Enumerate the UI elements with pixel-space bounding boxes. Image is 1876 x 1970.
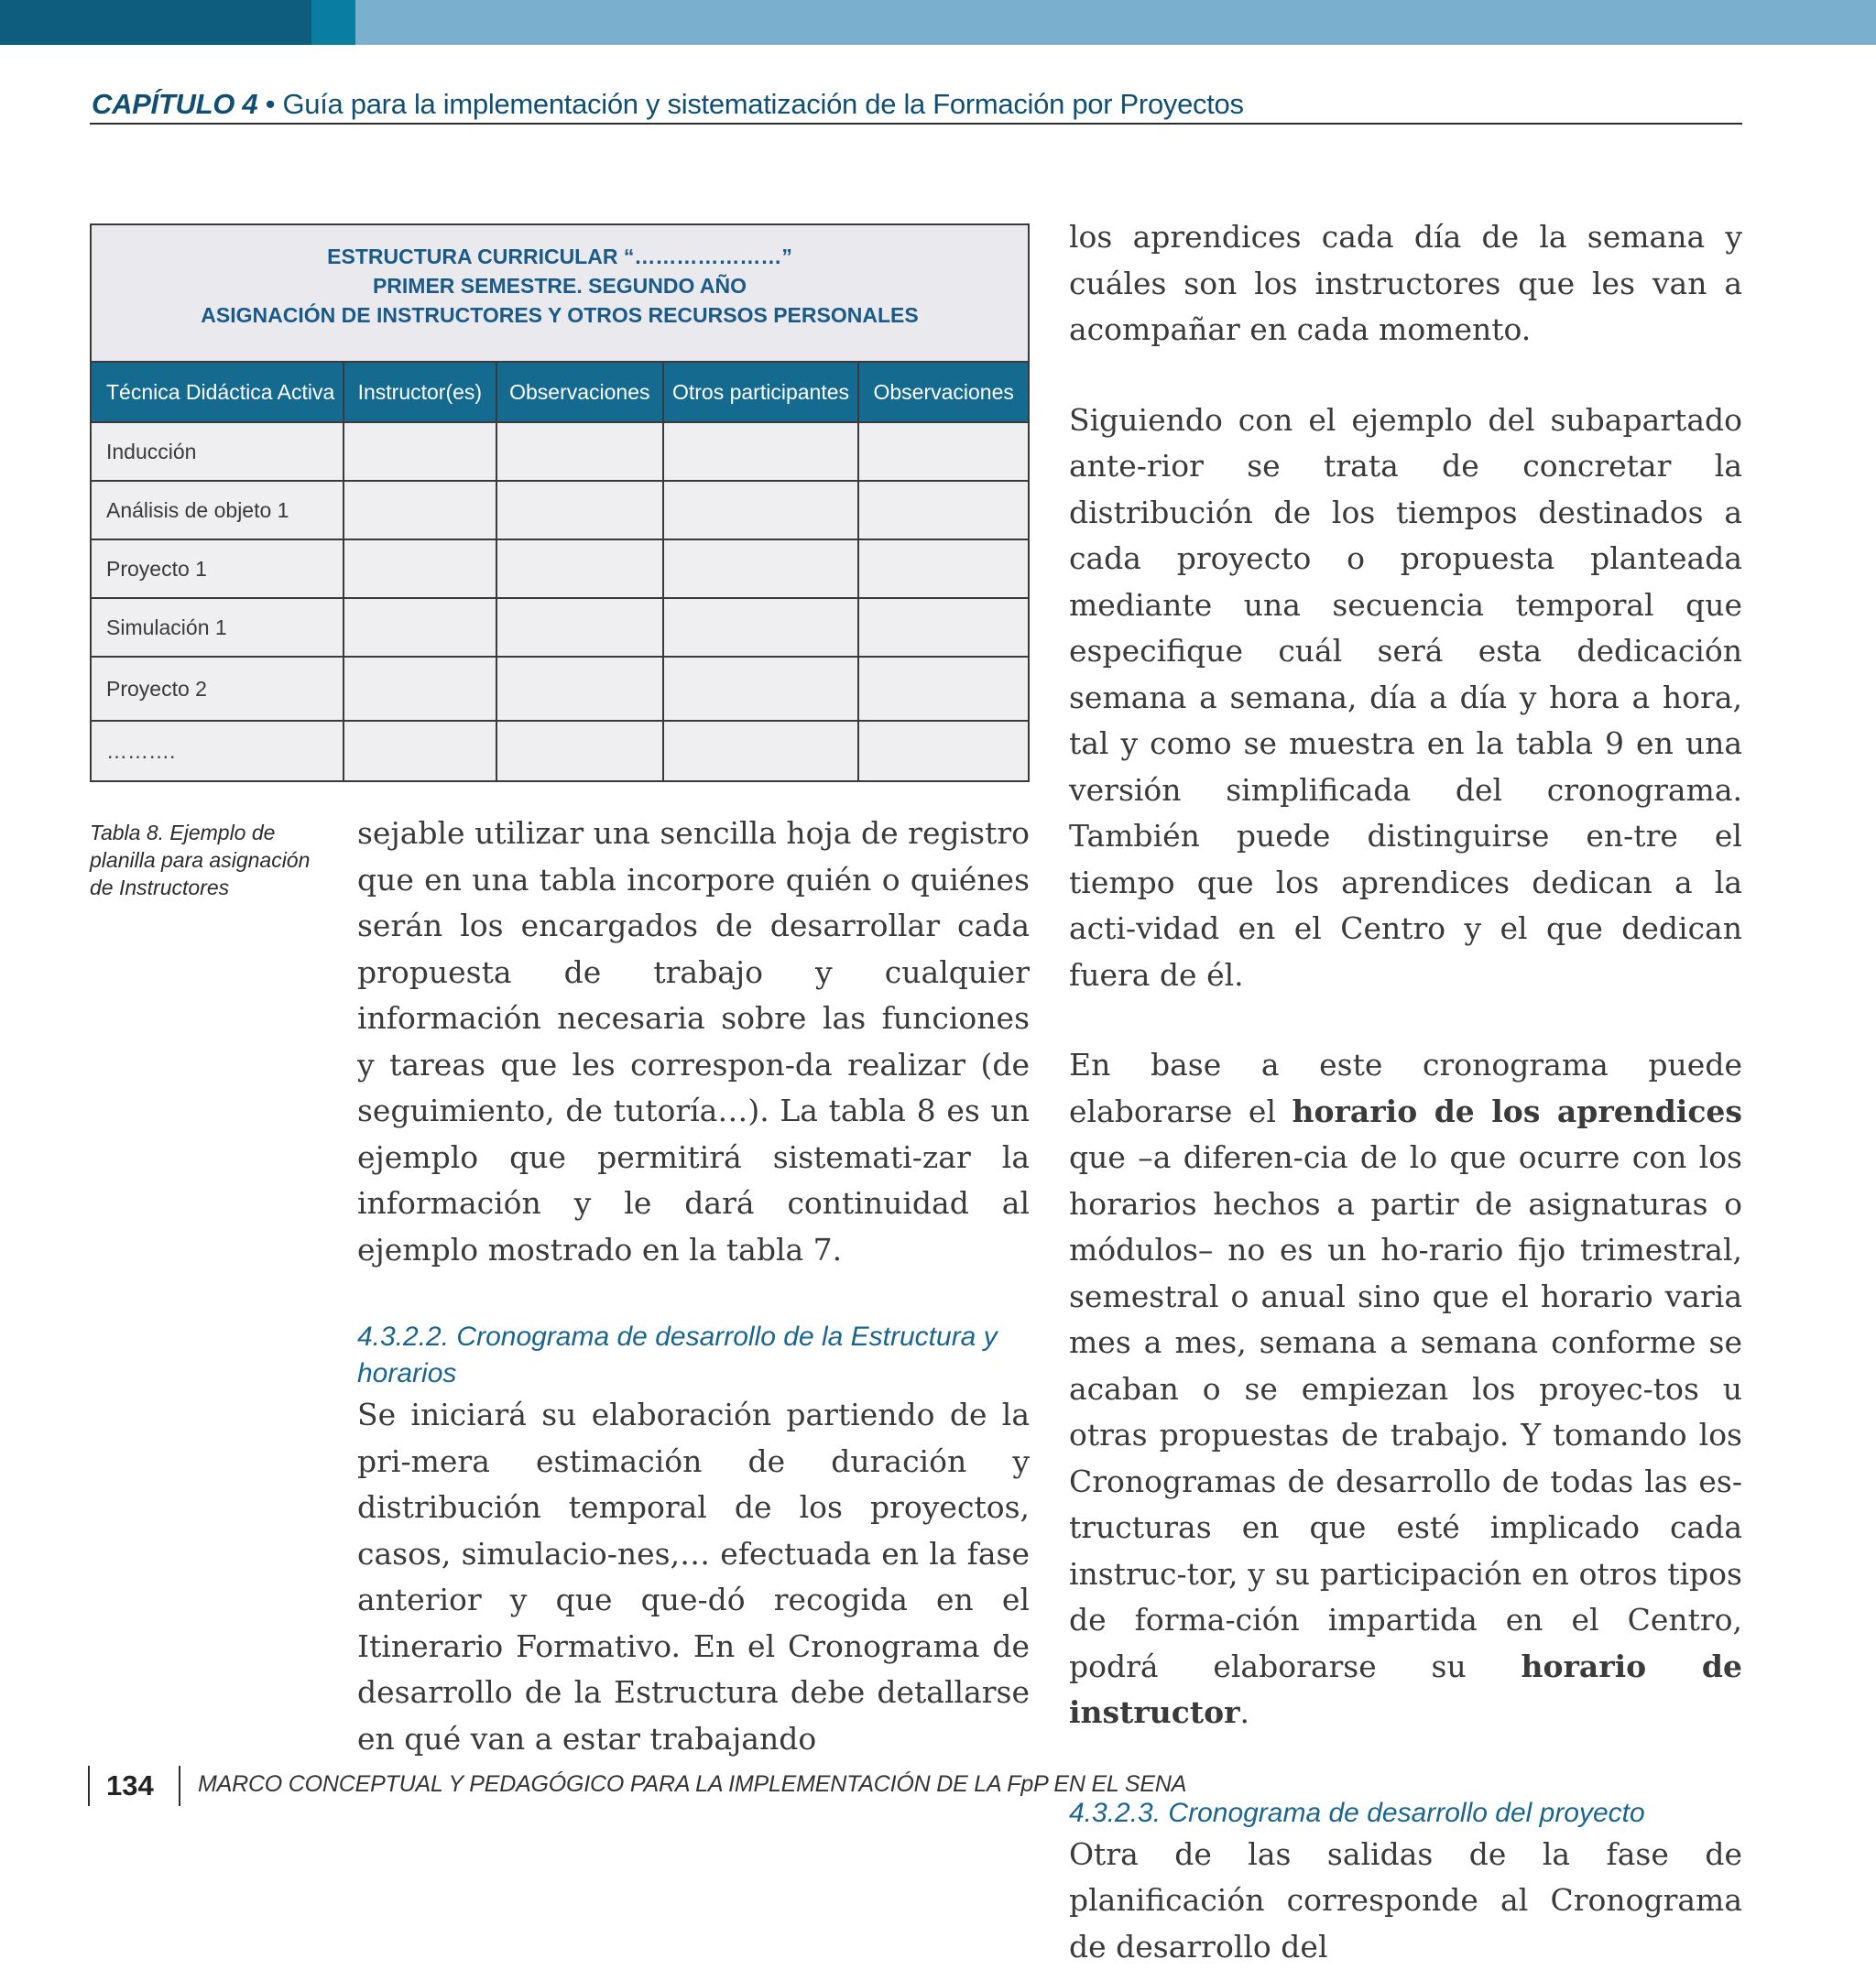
column-header: Observaciones (858, 362, 1029, 422)
chapter-header (92, 88, 1740, 121)
section-heading-4-3-2-2: 4.3.2.2. Cronograma de desarrollo de la Estructura y horarios (357, 1319, 1030, 1392)
table-cell (344, 422, 496, 481)
bold-term: horario de instructor (1069, 1649, 1742, 1731)
instructor-assignment-table (90, 223, 1030, 782)
spacer (1069, 998, 1742, 1042)
section-heading-4-3-2-3: 4.3.2.3. Cronograma de desarrollo del proyecto (1069, 1795, 1742, 1832)
table-cell (858, 422, 1029, 481)
table-cell (496, 481, 663, 539)
table-cell (858, 481, 1029, 539)
column-header: Otros participantes (663, 362, 859, 422)
table-cell (663, 422, 859, 481)
table-cell (858, 539, 1029, 598)
column-header: Técnica Didáctica Activa (91, 362, 344, 422)
table-title-line: ASIGNACIÓN DE INSTRUCTORES Y OTROS RECURSOS PERSONALES (101, 300, 1019, 330)
paragraph: los aprendices cada día de la semana y cuáles son los instructores que les van a acompañar en cada momento. (1069, 214, 1742, 354)
table-cell (344, 657, 496, 721)
table-row (91, 539, 1029, 598)
top-bar-dark-segment (0, 0, 311, 45)
right-text-column (1069, 214, 1742, 1970)
table-cell (663, 657, 859, 721)
spacer (1069, 354, 1742, 397)
column-header: Observaciones (496, 362, 663, 422)
table-row (91, 657, 1029, 721)
table-cell: Proyecto 1 (91, 539, 344, 598)
table-title-line: PRIMER SEMESTRE. SEGUNDO AÑO (101, 271, 1019, 300)
paragraph: Otra de las salidas de la fase de planificación corresponde al Cronograma de desarrollo del (1069, 1832, 1742, 1970)
table-row (91, 598, 1029, 657)
table-cell (858, 721, 1029, 781)
table-cell (344, 481, 496, 539)
table-cell: Inducción (91, 422, 344, 481)
table-row (91, 481, 1029, 539)
table-cell (858, 598, 1029, 657)
table-cell (663, 721, 859, 781)
bold-term: horario de los aprendices (1292, 1094, 1742, 1129)
text-run: En base a este cronograma puede elaborarse el (1069, 1047, 1742, 1129)
table-cell (344, 539, 496, 598)
table-caption: Tabla 8. Ejemplo de planilla para asignación de Instructores (90, 819, 328, 901)
paragraph: Se iniciará su elaboración partiendo de la pri-mera estimación de duración y distribución temporal de los proyectos, casos, simulacio-nes,… efectuada en la fase anterior y que que-dó recogida en el Itinerario Formativo. En el Cronograma de desarrollo de la Estructura debe detallarse en qué van a estar trabajando (357, 1392, 1030, 1762)
chapter-bullet: • (257, 88, 282, 120)
paragraph (1069, 1042, 1742, 1736)
footer-divider (179, 1766, 180, 1806)
table-row (91, 721, 1029, 781)
top-bar-mid-segment (311, 0, 355, 45)
table-cell (496, 598, 663, 657)
table-cell (496, 539, 663, 598)
middle-text-column (357, 811, 1030, 1762)
spacer (357, 1273, 1030, 1319)
table-cell (858, 657, 1029, 721)
top-color-bar (0, 0, 1876, 45)
table-cell (663, 598, 859, 657)
table-cell (344, 598, 496, 657)
page-number: 134 (106, 1769, 154, 1802)
table-cell: Simulación 1 (91, 598, 344, 657)
table-row (91, 422, 1029, 481)
table-cell: ………. (91, 721, 344, 781)
header-rule (90, 123, 1742, 125)
table-title (91, 224, 1029, 362)
text-run: que –a diferen-cia de lo que ocurre con los horarios hechos a partir de asignaturas o módulos– no es un ho-rario fijo trimestral, semestral o anual sino que el horario varia mes a mes, semana a semana conforme se acaban o se empiezan los proyec-tos u otras propuestas de trabajo. Y tomando los Cronogramas de desarrollo de todas las es-tructuras en que esté implicado cada instruc-tor, y su participación en otros tipos de forma-ción impartida en el Centro, podrá elaborarse su (1069, 1139, 1742, 1684)
chapter-title: Guía para la implementación y sistematización de la Formación por Proyectos (282, 88, 1243, 120)
table-cell (496, 721, 663, 781)
footer-divider (88, 1766, 90, 1806)
chapter-label: CAPÍTULO 4 (92, 88, 257, 120)
table-cell (663, 481, 859, 539)
table-cell (496, 657, 663, 721)
table-cell: Proyecto 2 (91, 657, 344, 721)
table-cell: Análisis de objeto 1 (91, 481, 344, 539)
table-cell (496, 422, 663, 481)
footer-running-title: MARCO CONCEPTUAL Y PEDAGÓGICO PARA LA IMPLEMENTACIÓN DE LA FpP EN EL SENA (198, 1771, 1186, 1798)
table-title-line: ESTRUCTURA CURRICULAR “…………………” (101, 242, 1019, 271)
table-cell (663, 539, 859, 598)
column-header: Instructor(es) (344, 362, 496, 422)
paragraph: sejable utilizar una sencilla hoja de registro que en una tabla incorpore quién o quiénes serán los encargados de desarrollar cada propuesta de trabajo y cualquier información necesaria sobre las funciones y tareas que les correspon-da realizar (de seguimiento, de tutoría…). La tabla 8 es un ejemplo que permitirá sistemati-zar la información y le dará continuidad al ejemplo mostrado en la tabla 7. (357, 811, 1030, 1273)
text-run: . (1239, 1694, 1249, 1730)
table-cell (344, 721, 496, 781)
table-8 (90, 223, 1028, 782)
paragraph: Siguiendo con el ejemplo del subapartado ante-rior se trata de concretar la distribución de los tiempos destinados a cada proyecto o propuesta planteada mediante una secuencia temporal que especifique cuál será esta dedicación semana a semana, día a día y hora a hora, tal y como se muestra en la tabla 9 en una versión simplificada del cronograma. También puede distinguirse en-tre el tiempo que los aprendices dedican a la acti-vidad en el Centro y el que dedican fuera de él. (1069, 397, 1742, 999)
